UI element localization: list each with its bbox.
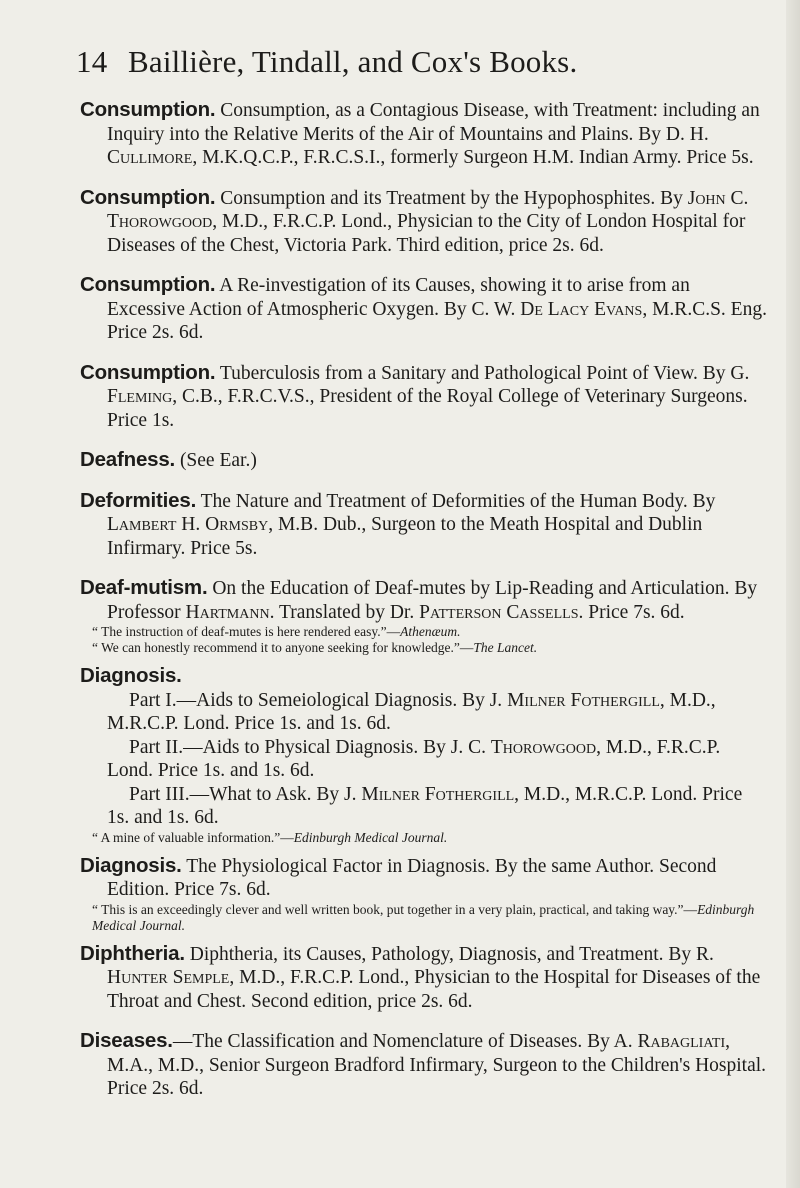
entry-author: Hunter Semple: [107, 967, 230, 988]
quote-source: Athenæum.: [400, 624, 461, 639]
catalogue-entry: [80, 942, 768, 1014]
entry-text: , M.A., M.D., Senior Surgeon Bradford Infirmary, Surgeon to the Children's Hospital. Price 2s. 6d.: [107, 1031, 767, 1099]
entry-author: Hartmann: [185, 601, 270, 623]
entry-heading: Diagnosis.: [80, 664, 182, 687]
catalogue-entry: [80, 361, 768, 433]
entry-heading: Deaf-mutism.: [80, 576, 208, 599]
page-header: [76, 44, 770, 80]
entry-text: Consumption and its Treatment by the Hypophosphites. By: [215, 187, 688, 209]
catalogue-entry: [80, 98, 768, 170]
entry-part: Part I.—Aids to Semeiological Diagnosis. By J. Milner Fothergill, M.D., M.R.C.P. Lond. Price 1s. and 1s. 6d.: [107, 689, 716, 734]
entry-part: Part II.—Aids to Physical Diagnosis. By J. C. Thorowgood, M.D., F.R.C.P. Lond. Price 1s. and 1s. 6d.: [107, 736, 721, 781]
entry-text: , M.D., F.R.C.P. Lond., Physician to the Hospital for Diseases of the Throat and Chest. Second edition, price 2s. 6d.: [107, 967, 761, 1012]
entry-heading: Consumption.: [80, 360, 216, 384]
entry-text: The Physiological Factor in Diagnosis. By the same Author. Second Edition. Price 7s. 6d.: [107, 855, 717, 900]
page-number: 14: [76, 44, 108, 79]
entry-author: Patterson Cassells: [419, 601, 579, 623]
entry-author: Lambert H. Ormsby: [107, 514, 269, 535]
catalogue-entry: [80, 1029, 768, 1101]
entry-author: John C. Thorowgood: [107, 187, 749, 232]
entry-heading: Diphtheria.: [80, 941, 185, 965]
catalogue-entry: [80, 664, 768, 846]
quote-source: Edinburgh Medical Journal.: [92, 901, 755, 933]
review-quote: “ The instruction of deaf-mutes is here rendered easy.”—Athenæum.: [92, 624, 461, 639]
entry-heading: Diagnosis.: [80, 853, 182, 877]
entry-author: Cullimore: [107, 147, 193, 168]
entry-text: , M.D., F.R.C.P. Lond., Physician to the City of London Hospital for Diseases of the Chest, Victoria Park. Third edition, price 2s. 6d.: [107, 211, 746, 256]
entry-author: Milner Fothergill: [507, 689, 660, 711]
entry-text: On the Education of Deaf-mutes by Lip-Reading and Articulation. By Professor: [107, 578, 758, 623]
catalogue-entry: [80, 186, 768, 258]
entry-text: , M.R.C.S. Eng. Price 2s. 6d.: [107, 298, 767, 343]
entry-heading: Consumption.: [80, 273, 216, 296]
entry-part: Part III.—What to Ask. By J. Milner Fothergill, M.D., M.R.C.P. Lond. Price 1s. and 1s. 6d.: [107, 783, 743, 828]
entry-text: , M.B. Dub., Surgeon to the Meath Hospital and Dublin Infirmary. Price 5s.: [107, 514, 703, 559]
entry-text: Diphtheria, its Causes, Pathology, Diagnosis, and Treatment. By R.: [184, 943, 714, 965]
review-quote: “ We can honestly recommend it to anyone seeking for knowledge.”—The Lancet.: [92, 640, 538, 655]
entry-heading: Deafness.: [80, 448, 176, 471]
catalogue-list: [80, 98, 768, 1117]
entry-heading: Deformities.: [80, 488, 197, 512]
page-edge: [786, 0, 800, 1188]
entry-text: (See Ear.): [175, 450, 257, 471]
entry-author: Rabagliati: [637, 1031, 726, 1052]
catalogue-entry: [80, 489, 768, 561]
review-quote: “ This is an exceedingly clever and well written book, put together in a very plain, practical, and taking way.”—Edinburgh Medical Journal.: [92, 901, 755, 933]
entry-text: . Translated by Dr.: [269, 601, 420, 623]
entry-heading: Consumption.: [80, 185, 216, 209]
entry-text: , C.B., F.R.C.V.S., President of the Royal College of Veterinary Surgeons. Price 1s.: [107, 386, 748, 431]
quote-source: Edinburgh Medical Journal.: [293, 829, 448, 845]
catalogue-entry: [80, 854, 768, 934]
entry-heading: Consumption.: [80, 98, 216, 121]
entry-text: Consumption, as a Contagious Disease, with Treatment: including an Inquiry into the Relative Merits of the Air of Mountains and Plains. By D. H.: [107, 100, 760, 145]
entry-text: A Re-investigation of its Causes, showing it to arise from an Excessive Action of Atmospheric Oxygen. By: [107, 275, 690, 320]
entry-text: —The Classification and Nomenclature of Diseases. By A.: [172, 1031, 638, 1052]
entry-text: The Nature and Treatment of Deformities of the Human Body. By: [196, 490, 716, 512]
catalogue-entry: [80, 576, 768, 656]
review-quote: “ A mine of valuable information.”—Edinburgh Medical Journal.: [92, 829, 448, 845]
catalogue-entry: [80, 448, 768, 473]
entry-text: Tuberculosis from a Sanitary and Pathological Point of View. By: [215, 362, 731, 384]
entry-heading: Diseases.: [80, 1029, 173, 1052]
entry-author: C. W. De Lacy Evans: [471, 298, 643, 320]
entry-author: Thorowgood: [490, 736, 597, 758]
quote-source: The Lancet.: [473, 640, 538, 655]
entry-text: , M.K.Q.C.P., F.R.C.S.I., formerly Surgeon H.M. Indian Army. Price 5s.: [192, 147, 754, 168]
catalogue-entry: [80, 273, 768, 345]
page-title: Baillière, Tindall, and Cox's Books.: [128, 44, 578, 79]
entry-author: Milner Fothergill: [361, 783, 515, 805]
entry-author: G. Fleming: [107, 362, 750, 407]
entry-text: . Price 7s. 6d.: [578, 601, 685, 623]
